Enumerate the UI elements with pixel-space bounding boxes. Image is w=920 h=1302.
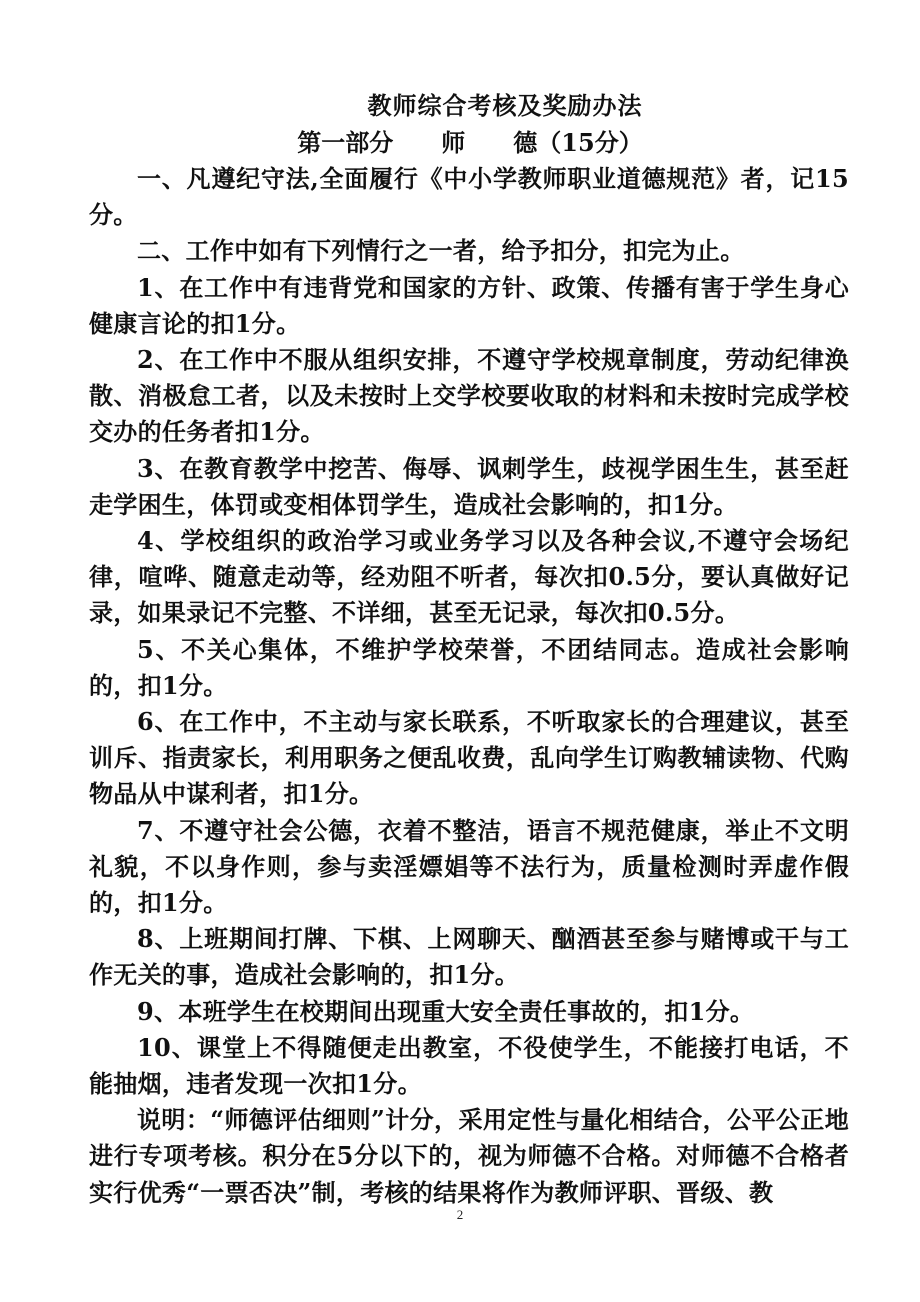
paragraph-6: 4、学校组织的政治学习或业务学习以及各种会议,不遵守会场纪律，喧哗、随意走动等，经劝阻不听者，每次扣0.5分，要认真做好记录，如果录记不完整、不详细，甚至无记录，每次扣0.5分。 — [89, 526, 849, 628]
paragraph-3: 1、在工作中有违背党和国家的方针、政策、传播有害于学生身心健康言论的扣1分。 — [89, 272, 849, 338]
section-title: 第一部分 师 德（15分） — [297, 128, 643, 157]
paragraph-2: 二、工作中如有下列情行之一者，给予扣分，扣完为止。 — [137, 236, 745, 266]
paragraph-12: 10、课堂上不得随便走出教室，不役使学生，不能接打电话，不能抽烟，违者发现一次扣1分。 — [89, 1032, 849, 1099]
paragraph-4: 2、在工作中不服从组织安排，不遵守学校规章制度，劳动纪律涣散、消极怠工者，以及未按时上交学校要收取的材料和未按时完成学校交办的任务者扣1分。 — [89, 345, 849, 447]
paragraph-11: 9、本班学生在校期间出现重大安全责任事故的，扣1分。 — [137, 996, 755, 1026]
document-title: 教师综合考核及奖励办法 — [367, 91, 643, 120]
page-number: 2 — [456, 1207, 464, 1222]
paragraph-5: 3、在教育教学中挖苦、侮辱、讽刺学生，歧视学困生生，甚至赶走学困生，体罚或变相体罚学生，造成社会影响的，扣1分。 — [89, 453, 849, 519]
paragraph-1: 一、凡遵纪守法,全面履行《中小学教师职业道德规范》者，记15分。 — [89, 164, 849, 230]
paragraph-8: 6、在工作中，不主动与家长联系，不听取家长的合理建议，甚至训斥、指责家长，利用职务之便乱收费，乱向学生订购教辅读物、代购物品从中谋利者，扣1分。 — [89, 707, 849, 809]
paragraph-9: 7、不遵守社会公德，衣着不整洁，语言不规范健康，举止不文明礼貌，不以身作则，参与卖淫嫖娼等不法行为，质量检测时弄虚作假的，扣1分。 — [89, 815, 849, 918]
paragraph-10: 8、上班期间打牌、下棋、上网聊天、酗酒甚至参与赌博或干与工作无关的事，造成社会影响的，扣1分。 — [89, 924, 849, 990]
paragraph-note: 说明：“师德评估细则”计分，采用定性与量化相结合，公平公正地进行专项考核。积分在5分以下的，视为师德不合格。对师德不合格者实行优秀“一票否决”制，考核的结果将作为教师评职、晋级、教 — [89, 1105, 849, 1207]
paragraph-7: 5、不关心集体，不维护学校荣誉，不团结同志。造成社会影响的，扣1分。 — [89, 634, 849, 700]
document-body — [89, 161, 849, 1211]
